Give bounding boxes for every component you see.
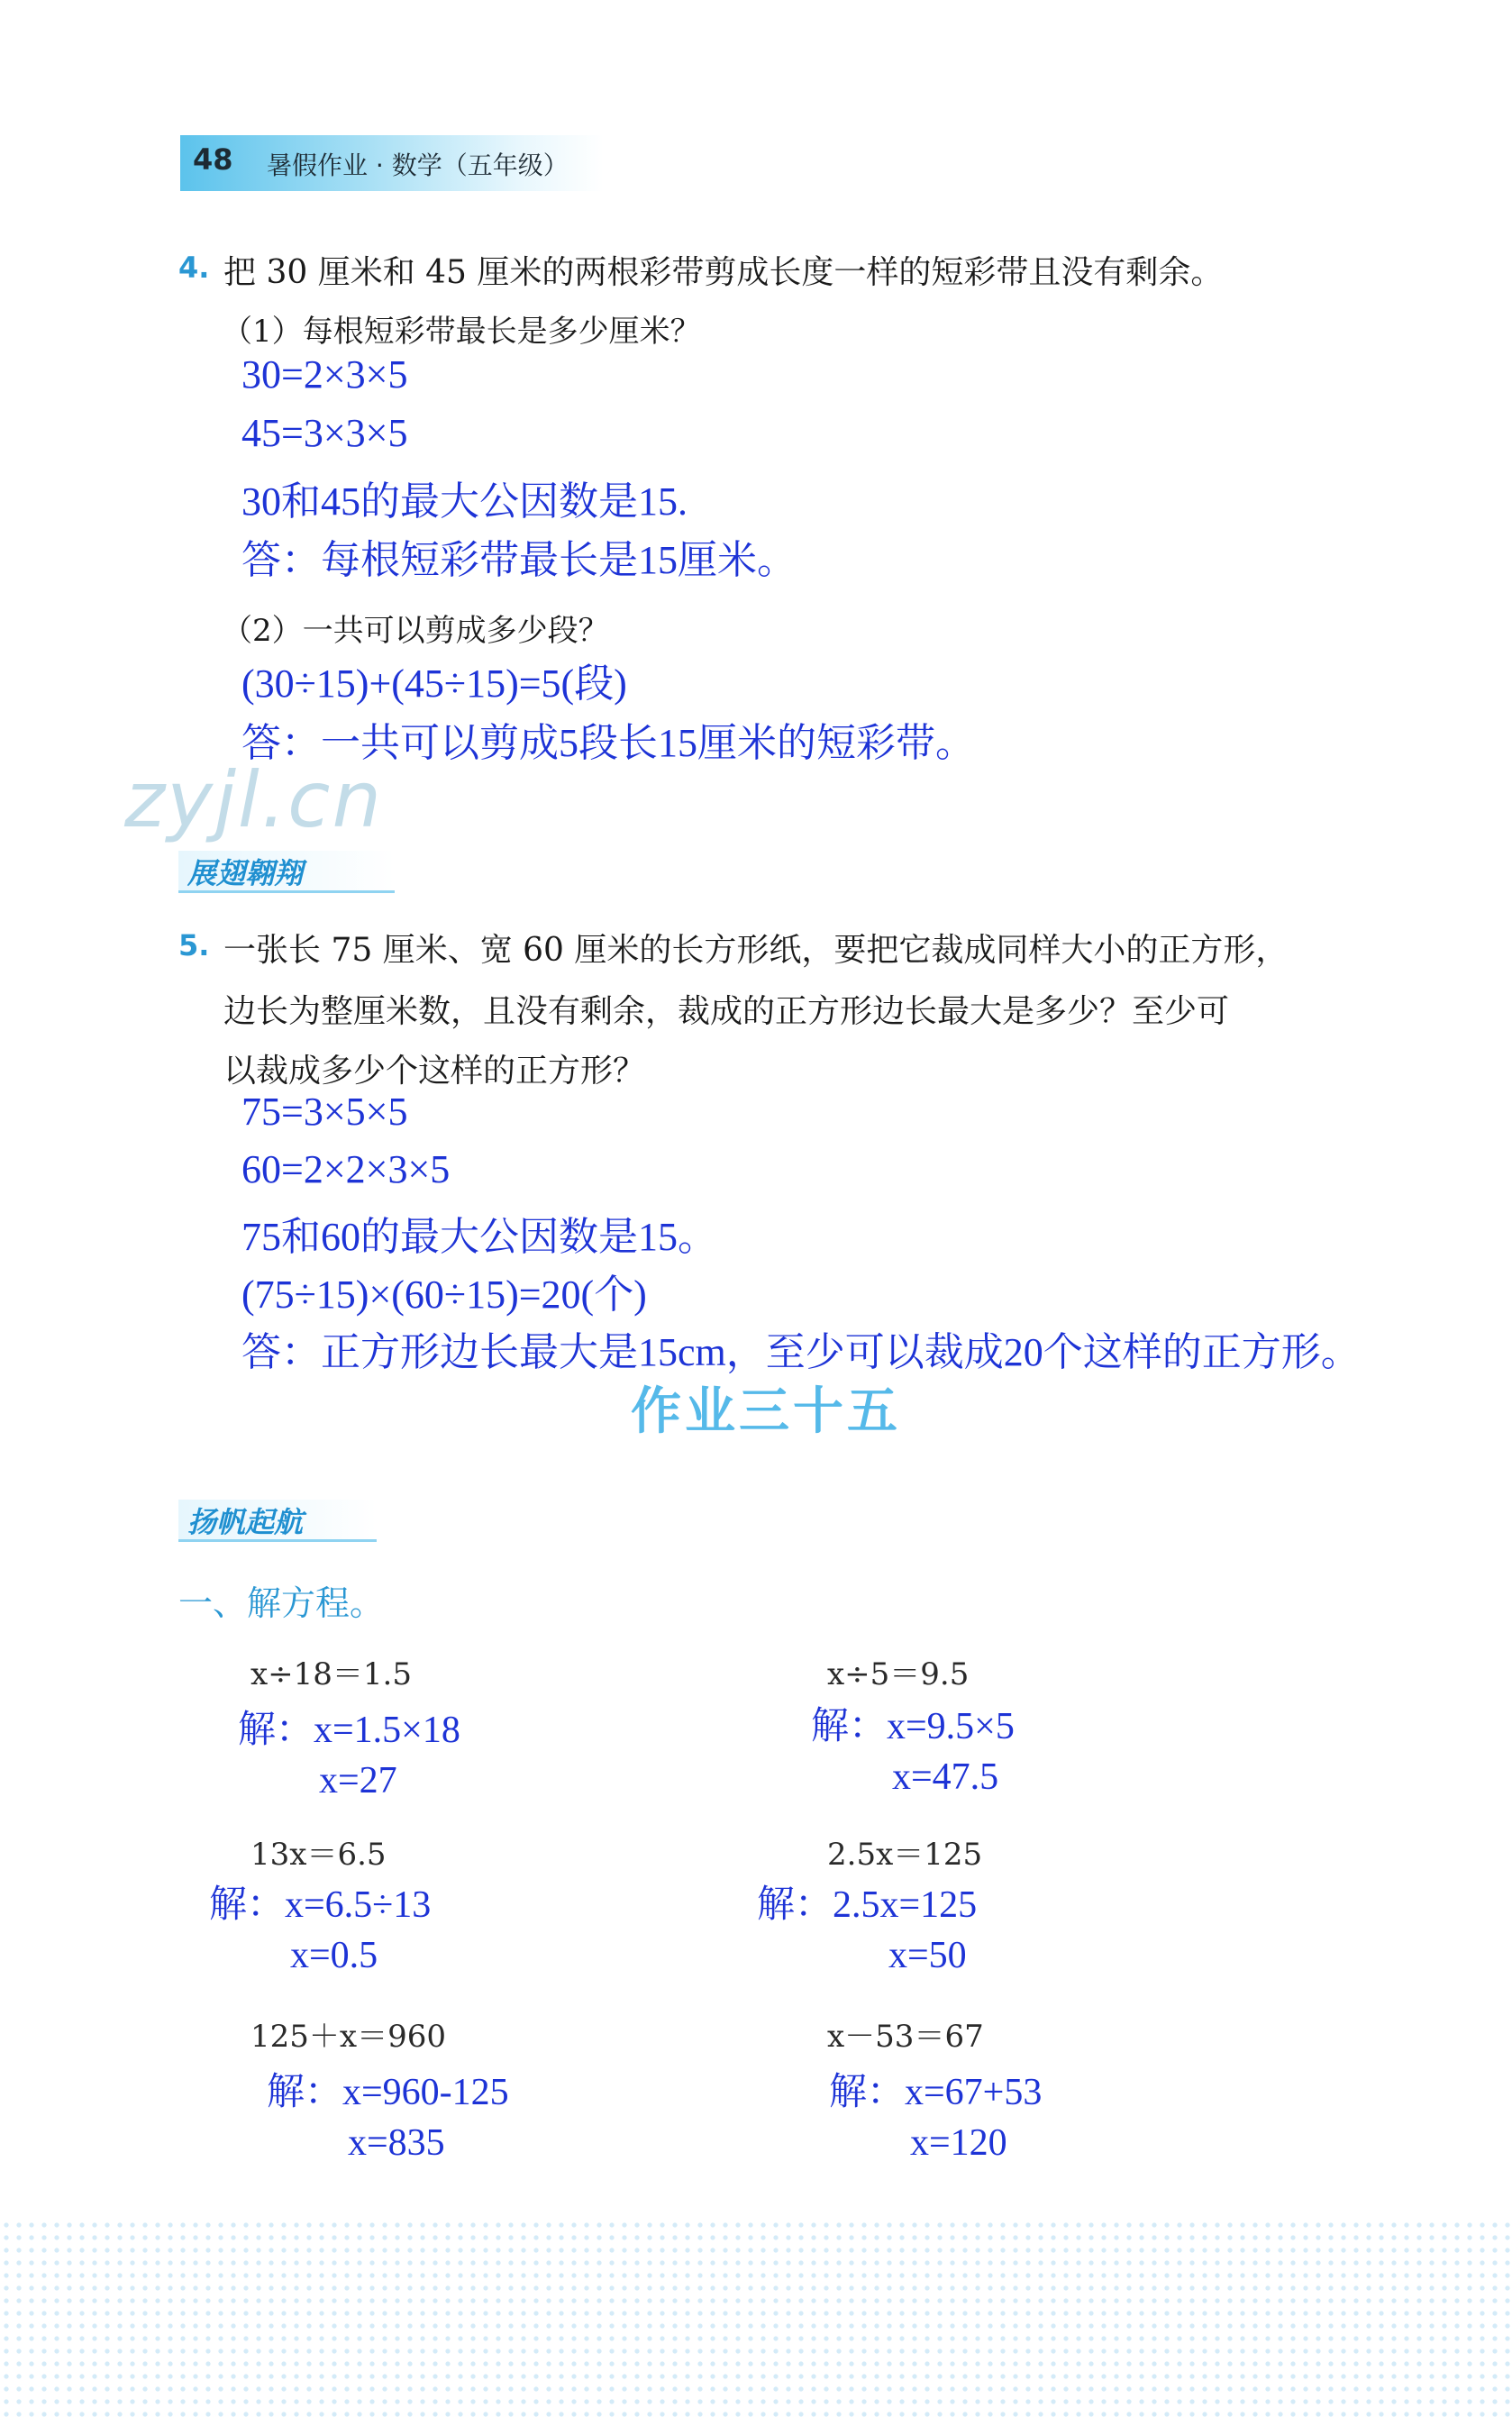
answer-line: 75和60的最大公因数是15。 xyxy=(241,1215,717,1259)
question-5-number: 5. xyxy=(178,928,210,962)
equation-step: 解：x=67+53 xyxy=(829,2072,1043,2113)
section-banner-zhanchi: 展翅翱翔 xyxy=(178,851,395,893)
answer-line: 30和45的最大公因数是15. xyxy=(241,479,688,524)
question-4-text: 把 30 厘米和 45 厘米的两根彩带剪成长度一样的短彩带且没有剩余。 xyxy=(223,254,1224,291)
section-banner-yangfan: 扬帆起航 xyxy=(178,1500,377,1542)
equation-result: x=50 xyxy=(888,1935,967,1976)
book-title: 暑假作业 · 数学（五年级） xyxy=(267,150,569,180)
answer-line: 75=3×5×5 xyxy=(241,1090,408,1134)
equation-result: x=27 xyxy=(319,1760,397,1801)
question-5-text-line: 边长为整厘米数，且没有剩余，裁成的正方形边长最大是多少？至少可 xyxy=(223,993,1230,1030)
answer-line: 60=2×2×3×5 xyxy=(241,1147,451,1191)
homework-title: 作业三十五 xyxy=(631,1382,901,1441)
question-4-number: 4. xyxy=(178,251,210,285)
equation-result: x=120 xyxy=(910,2122,1007,2164)
question-4-part-1-label: （1）每根短彩带最长是多少厘米？ xyxy=(222,314,701,350)
equation-step: 解：x=6.5÷13 xyxy=(209,1884,432,1926)
equation-step: 解：x=1.5×18 xyxy=(238,1710,460,1751)
question-4-part-2-label: （2）一共可以剪成多少段？ xyxy=(222,613,609,649)
answer-line: 答：一共可以剪成5段长15厘米的短彩带。 xyxy=(241,721,975,765)
answer-line: 45=3×3×5 xyxy=(241,411,408,455)
equation-problem: 125＋x＝960 xyxy=(250,2019,446,2055)
equation-result: x=835 xyxy=(348,2122,445,2164)
equation-result: x=47.5 xyxy=(892,1756,999,1798)
equation-step: 解：2.5x=125 xyxy=(757,1884,978,1926)
equation-problem: 2.5x＝125 xyxy=(827,1837,983,1873)
answer-line: (30÷15)+(45÷15)=5(段) xyxy=(241,661,627,706)
decorative-dot-pattern xyxy=(0,2219,1512,2417)
equation-step: 解：x=960-125 xyxy=(267,2072,509,2113)
equation-problem: x－53＝67 xyxy=(827,2019,984,2055)
equation-problem: x÷18＝1.5 xyxy=(250,1656,412,1692)
equation-problem: x÷5＝9.5 xyxy=(827,1656,970,1692)
answer-line: 30=2×3×5 xyxy=(241,352,408,397)
answer-line: (75÷15)×(60÷15)=20(个) xyxy=(241,1272,647,1317)
equation-problem: 13x＝6.5 xyxy=(250,1837,387,1873)
answer-line: 答：每根短彩带最长是15厘米。 xyxy=(241,538,797,582)
equation-result: x=0.5 xyxy=(290,1935,378,1976)
equation-step: 解：x=9.5×5 xyxy=(811,1706,1015,1747)
question-5-text-line: 以裁成多少个这样的正方形？ xyxy=(223,1053,646,1090)
question-5-text-line: 一张长 75 厘米、宽 60 厘米的长方形纸，要把它裁成同样大小的正方形， xyxy=(223,932,1289,969)
page-number: 48 xyxy=(193,142,233,177)
section-heading: 一、解方程。 xyxy=(178,1583,385,1623)
answer-line: 答：正方形边长最大是15cm，至少可以裁成20个这样的正方形。 xyxy=(241,1330,1361,1374)
watermark: zyjl.cn xyxy=(124,755,383,845)
